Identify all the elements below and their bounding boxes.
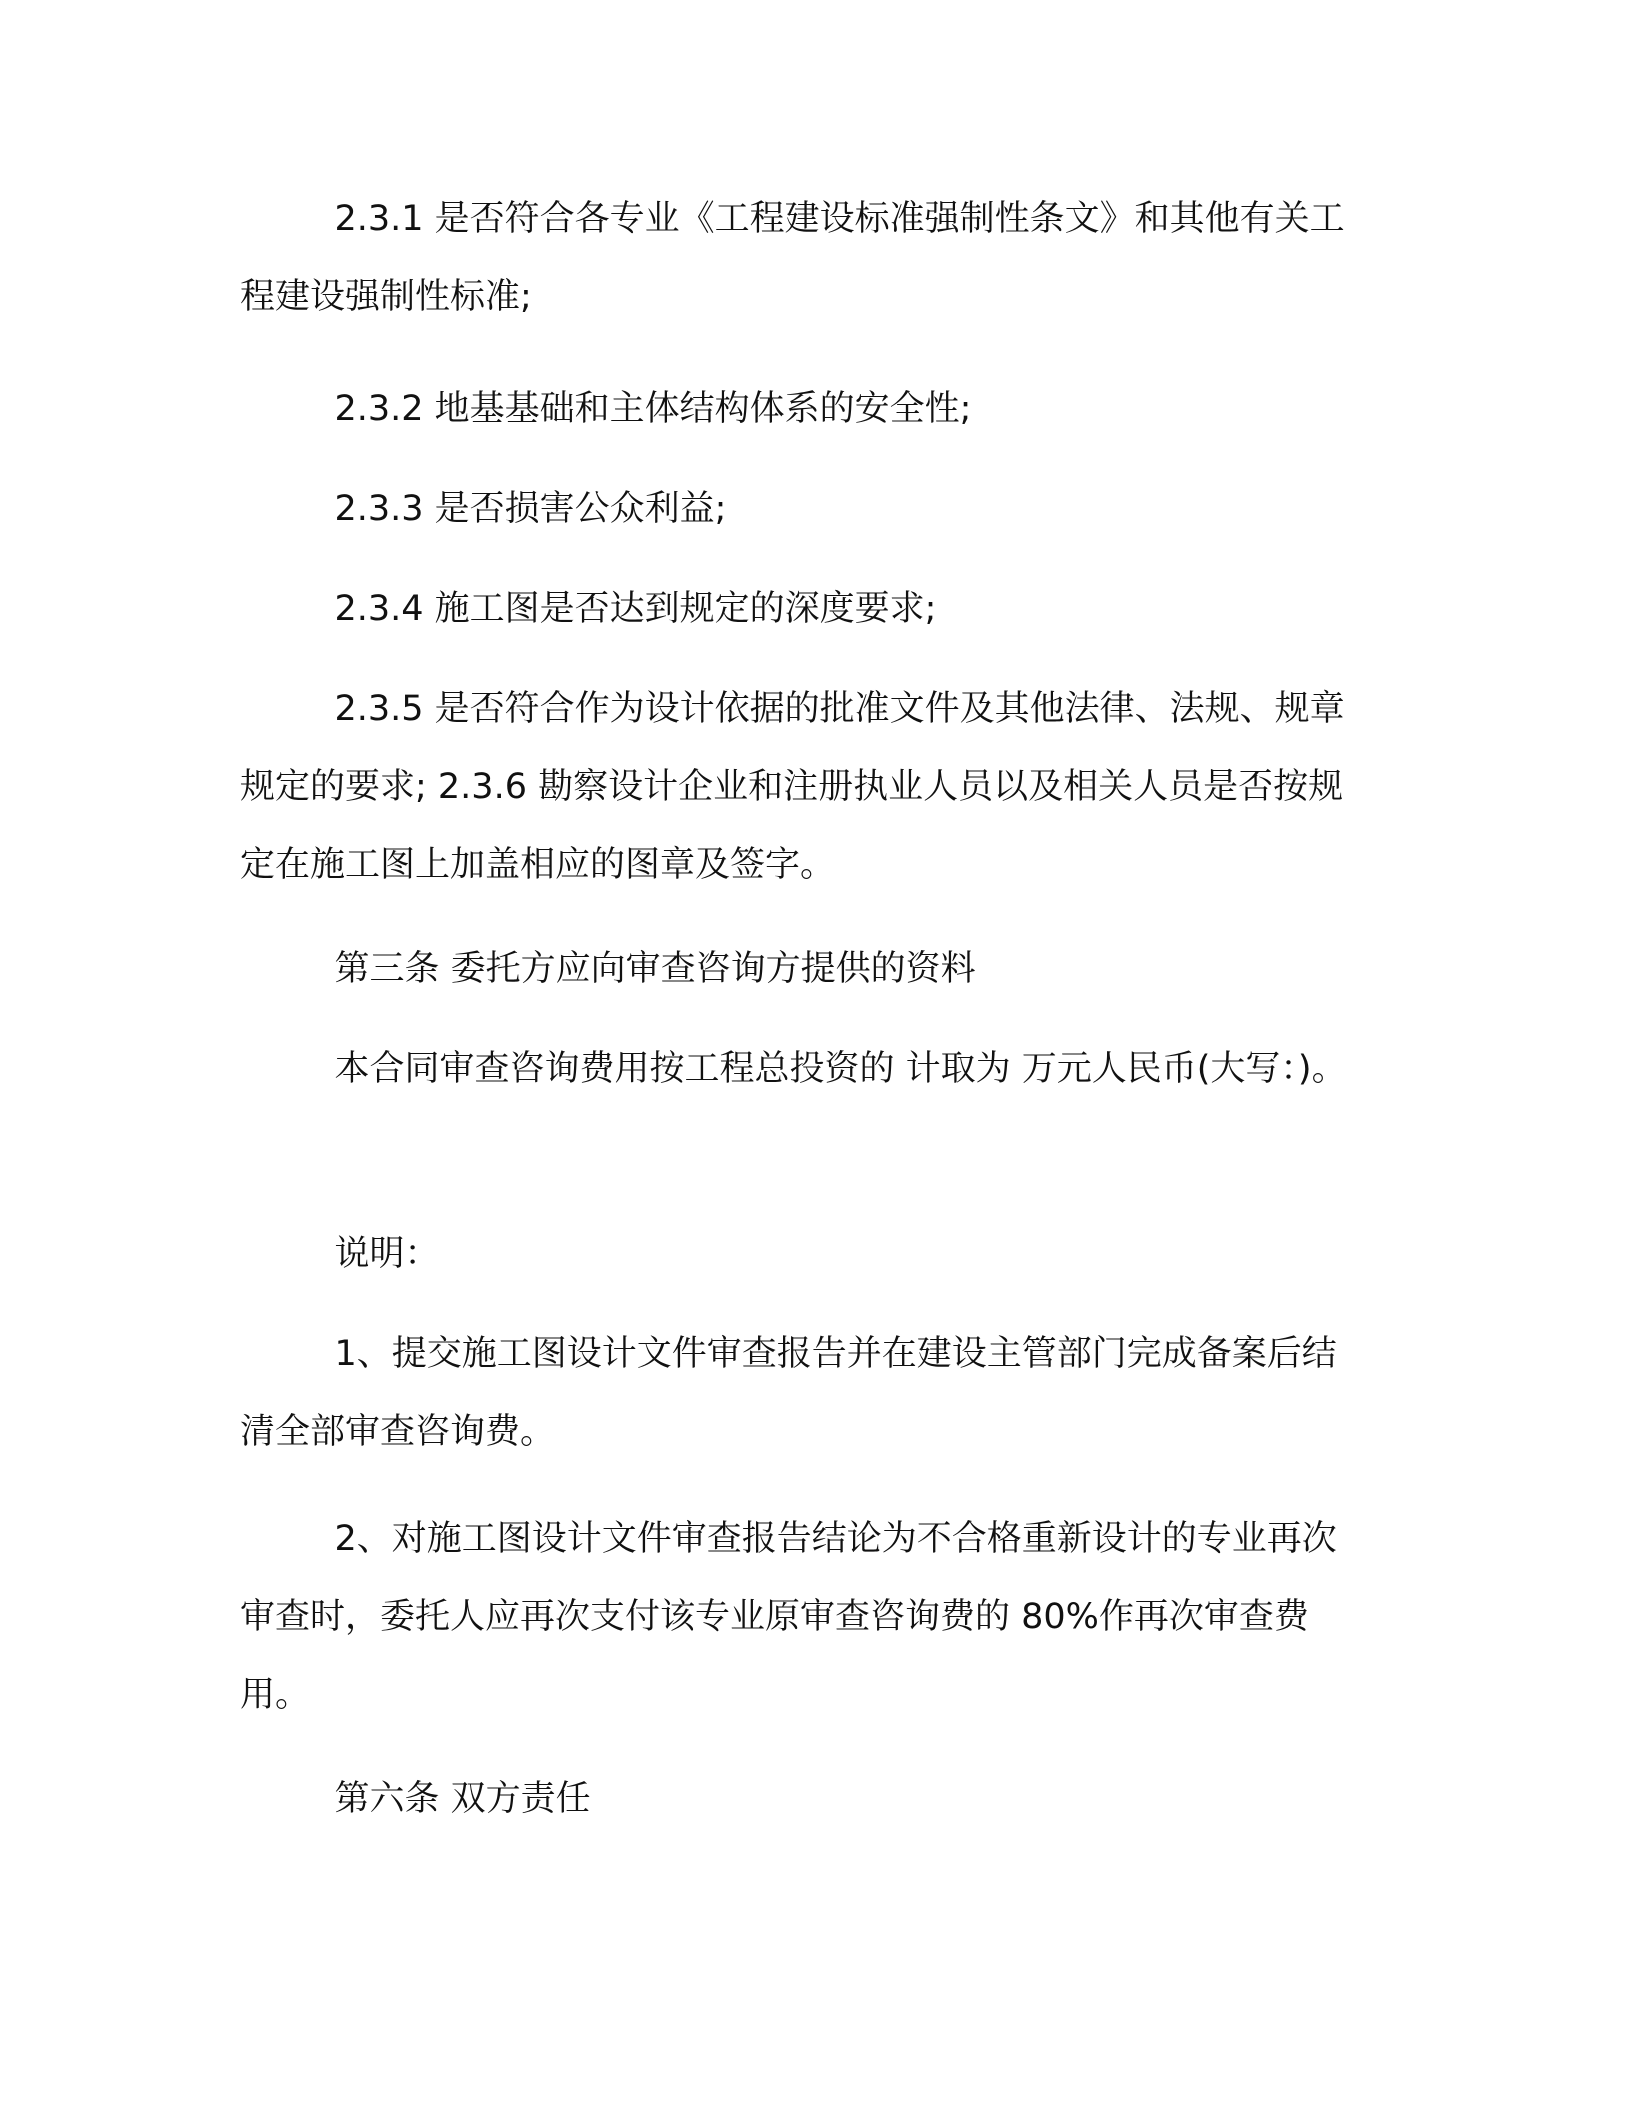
clause-2-3-2: 2.3.2 地基基础和主体结构体系的安全性; [334,389,972,429]
clause-2-3-1: 2.3.1 是否符合各专业《工程建设标准强制性条文》和其他有关工程建设强制性标准; [240,199,1345,317]
article-6-heading: 第六条 双方责任 [334,1779,591,1819]
notes-heading: 说明： [334,1234,440,1274]
note-2: 2、对施工图设计文件审查报告结论为不合格重新设计的专业再次审查时，委托人应再次支付该专业原审查咨询费的 80%作再次审查费用。 [240,1519,1337,1715]
clause-2-3-4: 2.3.4 施工图是否达到规定的深度要求; [334,589,937,629]
clause-2-3-3: 2.3.3 是否损害公众利益; [334,489,727,529]
clause-2-3-5-and-2-3-6: 2.3.5 是否符合作为设计依据的批准文件及其他法律、法规、规章规定的要求; 2.3.6 勘察设计企业和注册执业人员以及相关人员是否按规定在施工图上加盖相应的图章及签字。 [240,689,1345,885]
article-3-heading: 第三条 委托方应向审查咨询方提供的资料 [334,949,976,989]
fee-paragraph: 本合同审查咨询费用按工程总投资的 计取为 万元人民币(大写：)。 [334,1049,1347,1089]
note-1: 1、提交施工图设计文件审查报告并在建设主管部门完成备案后结清全部审查咨询费。 [240,1334,1337,1452]
